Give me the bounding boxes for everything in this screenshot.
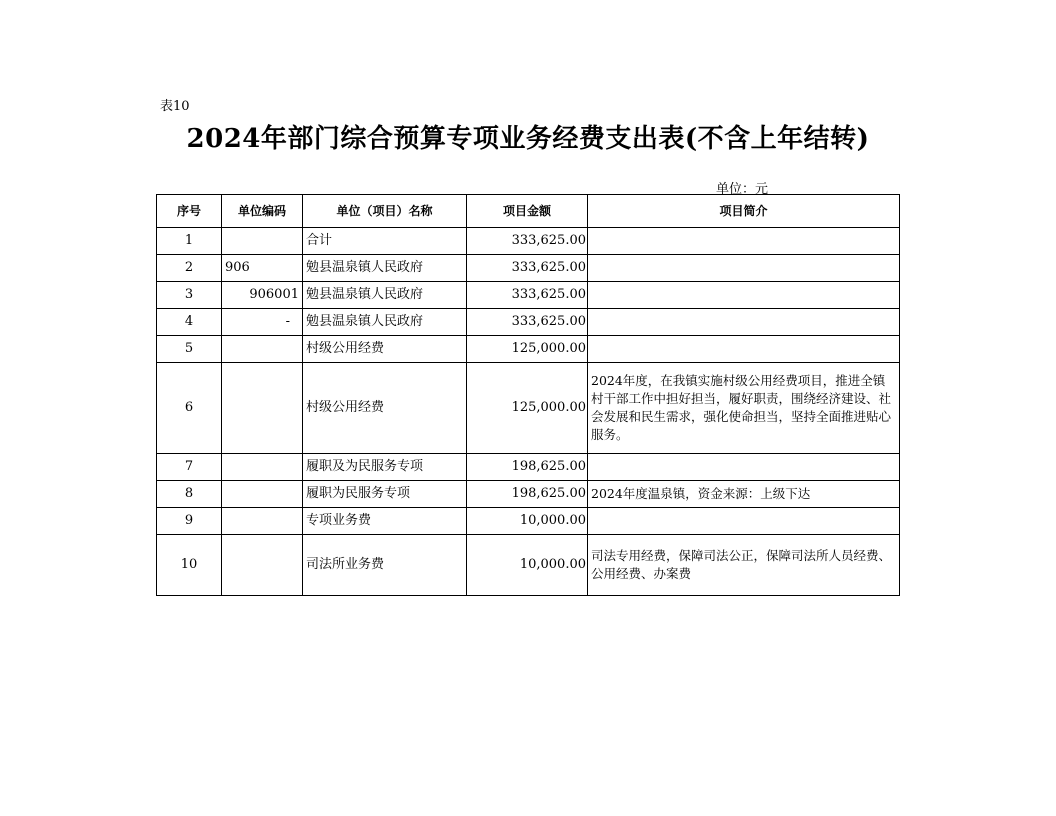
cell-unit-code [222,363,303,454]
cell-name: 村级公用经费 [303,363,467,454]
table-row [157,336,900,363]
cell-description [588,454,900,481]
cell-seq: 5 [157,336,222,363]
header-amount: 项目金额 [467,195,588,228]
cell-amount: 333,625.00 [467,282,588,309]
cell-seq: 3 [157,282,222,309]
header-description: 项目简介 [588,195,900,228]
cell-name: 勉县温泉镇人民政府 [303,309,467,336]
cell-unit-code: - [222,309,303,336]
cell-unit-code: 906 [222,255,303,282]
cell-name: 履职为民服务专项 [303,481,467,508]
cell-unit-code [222,336,303,363]
table-row [157,481,900,508]
cell-description [588,228,900,255]
page-title: 2024年部门综合预算专项业务经费支出表(不含上年结转) [186,124,870,154]
cell-amount: 198,625.00 [467,481,588,508]
cell-name: 村级公用经费 [303,336,467,363]
budget-table [156,194,900,596]
cell-seq: 9 [157,508,222,535]
cell-seq: 7 [157,454,222,481]
cell-amount: 333,625.00 [467,228,588,255]
cell-amount: 10,000.00 [467,535,588,596]
cell-seq: 6 [157,363,222,454]
table-row [157,228,900,255]
cell-seq: 1 [157,228,222,255]
table-row [157,363,900,454]
cell-unit-code [222,228,303,255]
cell-name: 勉县温泉镇人民政府 [303,282,467,309]
table-row [157,309,900,336]
cell-seq: 8 [157,481,222,508]
cell-name: 勉县温泉镇人民政府 [303,255,467,282]
cell-unit-code [222,508,303,535]
table-row [157,454,900,481]
header-seq: 序号 [157,195,222,228]
cell-description [588,336,900,363]
cell-amount: 125,000.00 [467,363,588,454]
table-row [157,508,900,535]
cell-description: 司法专用经费，保障司法公正，保障司法所人员经费、公用经费、办案费 [588,535,900,596]
header-unit-code: 单位编码 [222,195,303,228]
cell-amount: 10,000.00 [467,508,588,535]
table-header-row [157,195,900,228]
unit-label: 单位：元 [716,182,769,197]
cell-unit-code: 906001 [222,282,303,309]
cell-description: 2024年度温泉镇，资金来源：上级下达 [588,481,900,508]
cell-amount: 333,625.00 [467,255,588,282]
cell-description [588,309,900,336]
table-number: 表10 [160,99,190,114]
cell-unit-code [222,481,303,508]
table-row [157,535,900,596]
cell-seq: 4 [157,309,222,336]
table-row [157,255,900,282]
cell-seq: 10 [157,535,222,596]
cell-name: 合计 [303,228,467,255]
header-unit-name: 单位（项目）名称 [303,195,467,228]
cell-name: 专项业务费 [303,508,467,535]
cell-description [588,508,900,535]
cell-unit-code [222,535,303,596]
table-row [157,282,900,309]
cell-amount: 333,625.00 [467,309,588,336]
cell-name: 履职及为民服务专项 [303,454,467,481]
cell-amount: 198,625.00 [467,454,588,481]
cell-description: 2024年度，在我镇实施村级公用经费项目，推进全镇村干部工作中担好担当，履好职责，围绕经济建设、社会发展和民生需求，强化使命担当，坚持全面推进贴心服务。 [588,363,900,454]
cell-name: 司法所业务费 [303,535,467,596]
cell-amount: 125,000.00 [467,336,588,363]
cell-description [588,282,900,309]
cell-unit-code [222,454,303,481]
cell-description [588,255,900,282]
cell-seq: 2 [157,255,222,282]
